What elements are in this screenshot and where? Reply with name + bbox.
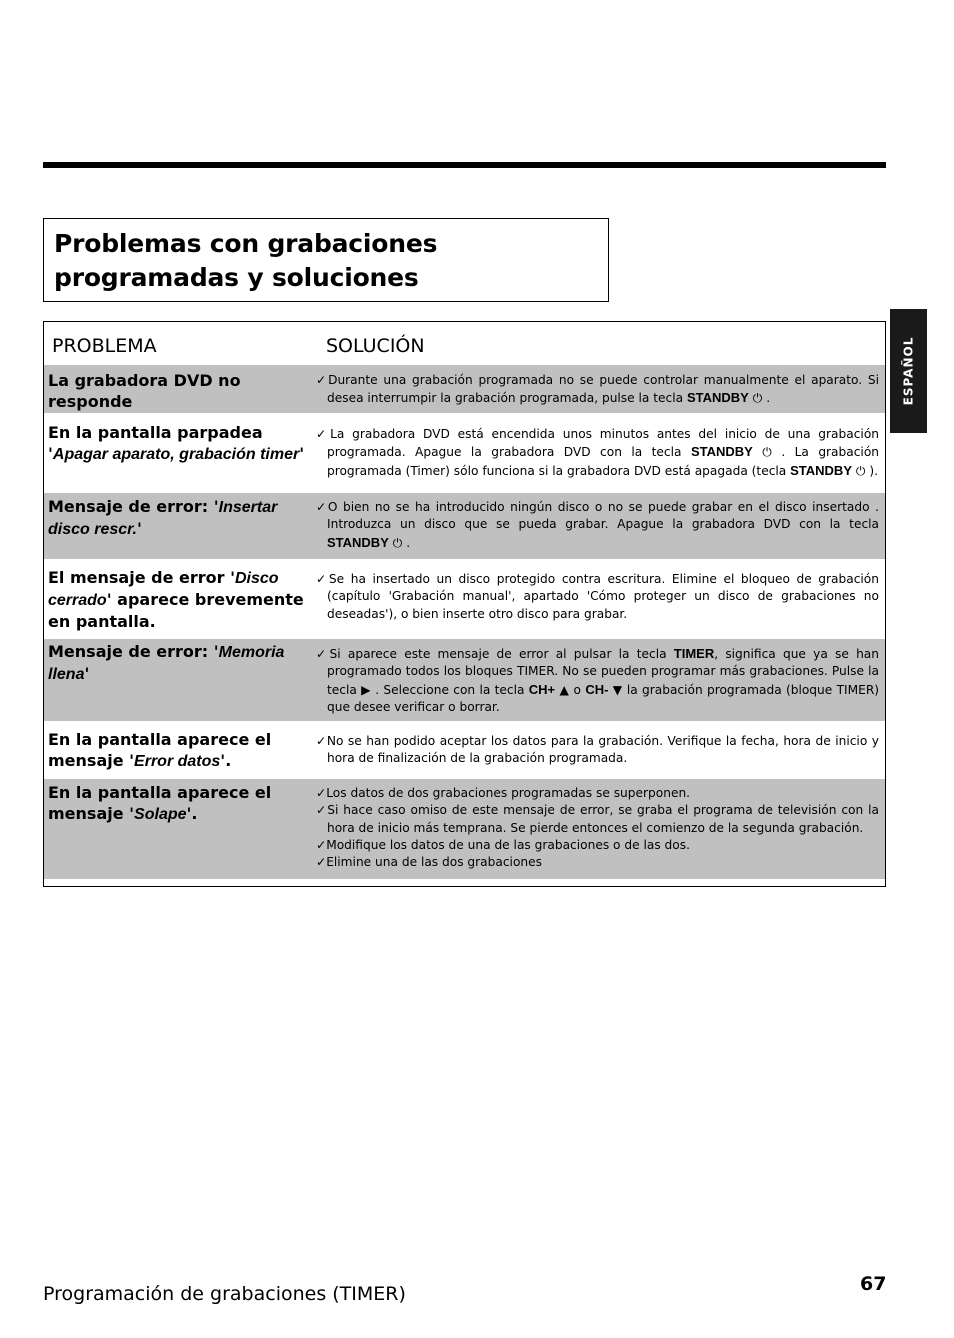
standby-key: STANDBY bbox=[790, 462, 852, 478]
solution-cell bbox=[316, 571, 879, 623]
problem-cell: En la pantalla aparece el mensaje 'Solape'. bbox=[48, 783, 272, 823]
language-tab bbox=[890, 309, 927, 433]
error-message-text: Error datos bbox=[134, 753, 221, 770]
solution-item: ✓La grabadora DVD está encendida unos minutos antes del inicio de una grabación programada. Apague la grabadora DVD con la tecla STANDBY ⏻ . La grabación programada (Timer) sólo funciona si la grabadora DVD está apagada (tecla STANDBY ⏻ ). bbox=[316, 427, 880, 478]
table-row bbox=[44, 413, 885, 493]
solution-item: ✓Si aparece este mensaje de error al pulsar la tecla TIMER, significa que ya se han programado todos los bloques TIMER. No se pueden programar más grabaciones. Pulse la tecla ▶ . Seleccione con la tecla CH+ ▲ o CH- ▼ la grabación programada (bloque TIMER) que desee verificar o borrar. bbox=[316, 646, 880, 714]
problem-cell: En la pantalla aparece el mensaje 'Error datos'. bbox=[48, 730, 272, 770]
error-message-text: Memoria llena bbox=[48, 644, 285, 683]
solution-cell bbox=[316, 499, 879, 552]
table-row bbox=[44, 559, 885, 639]
solution-item: ✓Los datos de dos grabaciones programadas se superponen. bbox=[316, 786, 691, 800]
standby-key: STANDBY bbox=[686, 390, 749, 406]
footer-section-title: Programación de grabaciones (TIMER) bbox=[43, 1283, 406, 1305]
table-row bbox=[44, 493, 885, 559]
solution-item: ✓O bien no se ha introducido ningún disco o no se puede grabar en el disco insertado . Introduzca un disco que se pueda grabar. Apague la grabadora DVD con la tecla STANDBY ⏻ . bbox=[316, 500, 879, 550]
error-message-text: Apagar aparato, grabación timer bbox=[52, 446, 300, 463]
solution-cell bbox=[316, 785, 879, 871]
column-header-problem: PROBLEMA bbox=[52, 335, 157, 357]
top-rule bbox=[43, 162, 886, 168]
solution-item: ✓Si hace caso omiso de este mensaje de error, se graba el programa de televisión con la hora de inicio más temprana. Se pierde entonces el comienzo de la segunda grabación. bbox=[316, 803, 879, 835]
page-number: 67 bbox=[860, 1273, 887, 1295]
standby-key: STANDBY bbox=[690, 444, 753, 460]
page-title: Problemas con grabaciones programadas y soluciones bbox=[54, 229, 438, 292]
table-row bbox=[44, 365, 885, 413]
error-message-text: Disco cerrado bbox=[48, 570, 279, 609]
error-message-text: Solape bbox=[134, 806, 187, 823]
solution-cell bbox=[316, 372, 879, 408]
problem-cell: En la pantalla parpadea 'Apagar aparato, grabación timer' bbox=[48, 423, 305, 463]
table-row bbox=[44, 639, 885, 721]
standby-key: STANDBY bbox=[327, 534, 389, 550]
troubleshooting-table bbox=[43, 321, 886, 887]
timer-key: TIMER bbox=[673, 646, 715, 661]
solution-cell bbox=[316, 733, 879, 768]
solution-item: ✓Se ha insertado un disco protegido contra escritura. Elimine el bloqueo de grabación (capítulo 'Grabación manual', apartado 'Cómo proteger un disco de grabaciones no deseadas'), o bien inserte otro disco para grabar. bbox=[316, 572, 879, 621]
solution-item: ✓Elimine una de las dos grabaciones bbox=[316, 855, 542, 870]
problem-cell: El mensaje de error 'Disco cerrado' aparece brevemente en pantalla. bbox=[48, 568, 304, 631]
problem-cell bbox=[48, 370, 308, 412]
problem-cell: Mensaje de error: 'Insertar disco rescr.' bbox=[48, 497, 278, 538]
table-header bbox=[44, 322, 885, 366]
title-box bbox=[43, 218, 609, 302]
solution-cell bbox=[316, 426, 879, 480]
table-row bbox=[44, 721, 885, 779]
table-row bbox=[44, 779, 885, 879]
solution-item: ✓Durante una grabación programada no se puede controlar manualmente el aparato. Si desea interrumpir la grabación programada, pulse la tecla STANDBY ⏻ . bbox=[316, 373, 879, 406]
solution-item: ✓Modifique los datos de una de las grabaciones o de las dos. bbox=[316, 837, 690, 852]
problem-cell: Mensaje de error: 'Memoria llena' bbox=[48, 642, 285, 683]
solution-item: ✓No se han podido aceptar los datos para la grabación. Verifique la fecha, hora de inicio y hora de finalización de la grabación programada. bbox=[316, 734, 879, 766]
error-message-text: Insertar disco rescr. bbox=[48, 499, 278, 538]
channel-down-key: CH- bbox=[585, 681, 609, 697]
language-tab-label: ESPAÑOL bbox=[901, 336, 916, 406]
solution-cell bbox=[316, 645, 879, 716]
channel-up-key: CH+ bbox=[528, 681, 556, 697]
column-header-solution: SOLUCIÓN bbox=[326, 335, 425, 357]
problem-text: La grabadora DVD no responde bbox=[48, 371, 241, 411]
